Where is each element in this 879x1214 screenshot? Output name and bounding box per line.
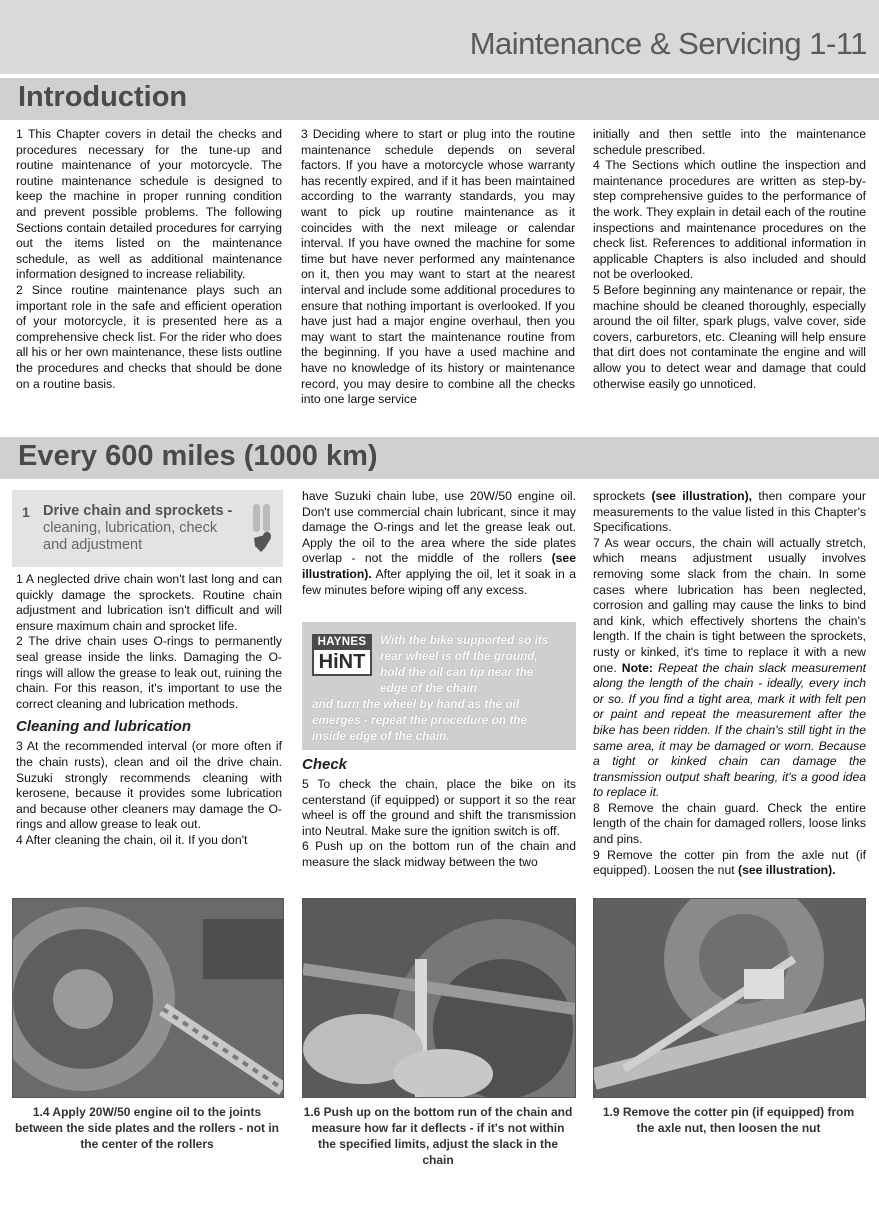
chain-paragraph-3: 3 At the recommended interval (or more often if the chain rusts), clean and oil the drive chain. Suzuki strongly recommends cleaning with kerosene, because it provides some lubrication and because other cleaners may damage the O-rings and allow grease to leak out. [16, 739, 282, 832]
intro-column-3 [593, 127, 866, 392]
caption-1-9: 1.9 Remove the cotter pin (if equipped) from the axle nut, then loosen the nut [602, 1105, 855, 1135]
photo-1-6-measure-slack [302, 898, 576, 1098]
section-number: 1 [22, 504, 30, 520]
chain-paragraph-6: 6 Push up on the bottom run of the chain and measure the slack midway between the two [302, 839, 576, 869]
intro-paragraph-1: 1 This Chapter covers in detail the checks and procedures necessary for the tune-up and routine maintenance of your motorcycle. The routine maintenance schedule is designed to keep the machine in proper running condition and prevent possible problems. The following Sections contain detailed procedures for carrying out the items listed on the maintenance schedule, as well as additional maintenance information designed to increase reliability. [16, 127, 282, 282]
introduction-heading: Introduction [18, 81, 188, 113]
intro-paragraph-4: 4 The Sections which outline the inspection and maintenance procedures are written as step-by-step comprehensive guides to the performance of the work. They explain in detail each of the routine inspections and maintenance procedures on the check list. References to additional information in applicable Chapters is also included and should not be overlooked. [593, 158, 866, 282]
every-600-miles-band [0, 437, 879, 479]
chain-paragraph-8: 8 Remove the chain guard. Check the entire length of the chain for damaged rollers, loose links and pins. [593, 800, 866, 847]
every-600-miles-heading: Every 600 miles (1000 km) [18, 440, 378, 472]
check-column [302, 756, 576, 871]
chain-column-3 [593, 489, 866, 879]
wrench-icon [249, 500, 275, 556]
page-title: Maintenance & Servicing 1-11 [469, 26, 867, 61]
chain-paragraph-7: 7 As wear occurs, the chain will actually stretch, which means adjustment usually involves removing some slack from the chain. In some cases where lubrication has been neglected, corrosion and galling may cause the links to bind and kink, which effectively shortens the chain's length. If the chain is tight between the sprockets, rusty or kinked, it's time to replace it with a new one. Note: Repeat the chain slack measurement along the length of the chain - ideally, every inch or so. If you find a tight area, mark it with felt pen or paint and repeat the measurement after the bike has been ridden. If the chain's still tight in the same area, it may be damaged or worn. Because a tight or kinked chain can damage the transmission output shaft bearing, it's a good idea to replace it. [593, 535, 866, 800]
introduction-band [0, 78, 879, 120]
caption-1-4: 1.4 Apply 20W/50 engine oil to the joints between the side plates and the rollers - not in the center of the rollers [14, 1105, 280, 1151]
chain-paragraph-6-cont: sprockets (see illustration), then compare your measurements to the value listed in this Chapter's Specifications. [593, 489, 866, 535]
page-header [0, 0, 879, 74]
chain-column-1 [16, 572, 282, 849]
intro-paragraph-5: 5 Before beginning any maintenance or repair, the machine should be cleaned thoroughly, especially around the oil filter, spark plugs, valve cover, side covers, carburetors, etc. Cleaning will help ensure that dirt does not contaminate the engine and will allow you to detect wear and damage that could otherwise easily go unnoticed. [593, 282, 866, 391]
section-title-box [12, 490, 283, 567]
intro-paragraph-2: 2 Since routine maintenance plays such an important role in the safe and efficient operation of your motorcycle, it is presented here as a comprehensive check list. For the rider who does all his or her own maintenance, these lists outline the procedures and checks that should be done on a routine basis. [16, 282, 282, 391]
chain-paragraph-2: 2 The drive chain uses O-rings to permanently seal grease inside the links. Damaging the O-rings will allow the grease to leak out, ruining the chain. For this reason, it's important to use the correct cleaning and lubrication methods. [16, 634, 282, 711]
chain-paragraph-4-cont: have Suzuki chain lube, use 20W/50 engine oil. Don't use commercial chain lubricant, since it may damage the O-rings and let the grease leak out. Apply the oil to the area where the side plates overlap - not the middle of the rollers (see illustration). After applying the oil, let it soak in a few minutes before wiping off any excess. [302, 489, 576, 597]
intro-column-1 [16, 127, 282, 392]
caption-1-6: 1.6 Push up on the bottom run of the chain and measure how far it deflects - if it's not within the specified limits, adjust the slack in the chain [303, 1105, 573, 1167]
chain-paragraph-4: 4 After cleaning the chain, oil it. If you don't [16, 832, 248, 847]
chain-paragraph-1: 1 A neglected drive chain won't last long and can quickly damage the sprockets. Routine chain adjustment and lubrication isn't difficult and will ensure maximum chain and sprocket life. [16, 572, 282, 633]
section-title-line1: Drive chain and sprockets - [43, 503, 233, 519]
intro-paragraph-3: 3 Deciding where to start or plug into the routine maintenance schedule depends on several factors. If you have a motorcycle whose warranty has recently expired, and if it has been maintained according to the warranty standards, you may want to pick up routine maintenance as it coincides with the next mileage or calendar interval. If you have owned the machine for some time but have never performed any maintenance on it, then you may want to start at the nearest interval and include some additional procedures to ensure that nothing important is overlooked. If you have just had a major engine overhaul, then you may want to start the maintenance routine from the beginning. If you have a used machine and have no knowledge of its history or maintenance record, you may desire to combine all the checks into one large service [301, 127, 575, 407]
cleaning-lubrication-subheading: Cleaning and lubrication [16, 718, 192, 736]
chain-column-2 [302, 489, 576, 598]
check-subheading: Check [302, 756, 348, 773]
intro-column-2 [301, 127, 575, 408]
photo-1-9-axle-nut [593, 898, 866, 1098]
section-title [43, 503, 243, 554]
intro-paragraph-3-cont: initially and then settle into the maintenance schedule prescribed. [593, 127, 866, 157]
chain-paragraph-5: 5 To check the chain, place the bike on its centerstand (if equipped) or support it so the rear wheel is off the ground and shift the transmission into Neutral. Make sure the ignition switch is off. [302, 777, 576, 838]
section-title-rest: cleaning, lubrication, check and adjustment [43, 520, 218, 553]
haynes-hint-box [302, 622, 576, 750]
photo-1-4-oil-chain [12, 898, 284, 1098]
haynes-hint-text: With the bike supported so its rear wheel is off the ground, hold the oil can tip near the edge of the chain and turn the wheel by hand as the oil emerges - repeat the procedure on the inside edge of the chain. [312, 633, 549, 743]
haynes-hint-logo: HAYNES HiNT [312, 634, 372, 676]
chain-paragraph-9: 9 Remove the cotter pin from the axle nut (if equipped). Loosen the nut (see illustration). [593, 847, 866, 878]
